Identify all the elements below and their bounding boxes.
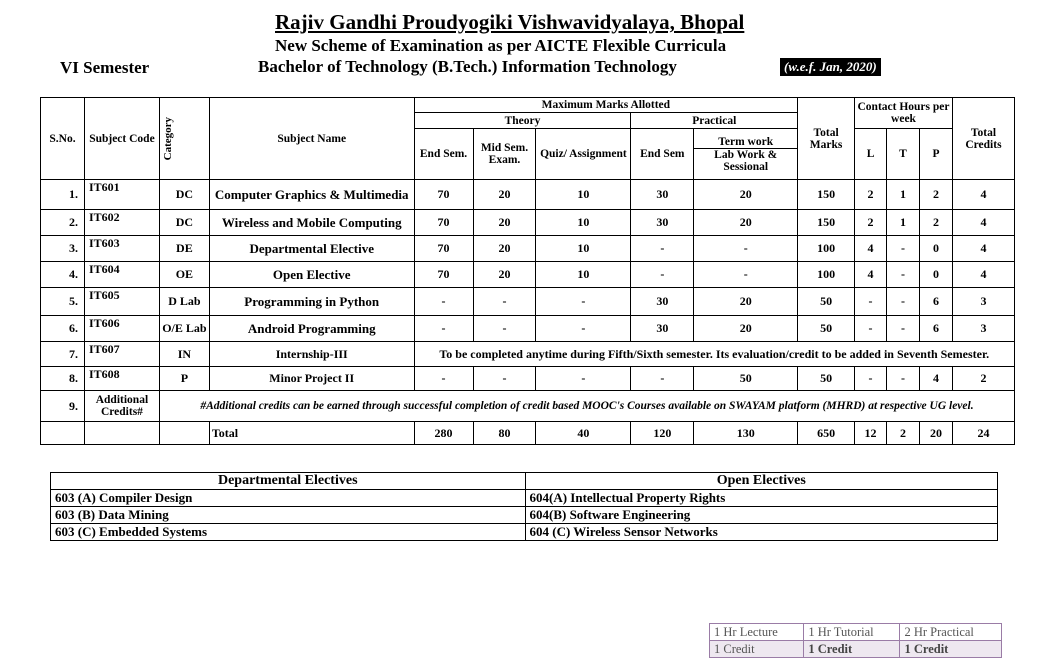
total-p: 20 xyxy=(919,422,952,445)
row-lab-work: 20 xyxy=(694,288,798,316)
open-electives-title: Open Electives xyxy=(525,473,998,490)
row-category: O/E Lab xyxy=(159,316,209,342)
row-code: IT608 xyxy=(84,367,159,391)
row-l: - xyxy=(855,316,887,342)
table-row xyxy=(41,288,1015,316)
row-end-sem: 70 xyxy=(414,210,473,236)
row-credits: 4 xyxy=(952,262,1014,288)
header-sno: S.No. xyxy=(41,98,85,180)
row-credits: 2 xyxy=(952,367,1014,391)
row-p: 0 xyxy=(919,262,952,288)
open-elective-item: 604(A) Intellectual Property Rights xyxy=(525,490,998,507)
row-quiz: - xyxy=(536,316,631,342)
row-code: IT602 xyxy=(84,210,159,236)
legend-credit-2: 1 Credit xyxy=(804,641,900,658)
open-elective-item: 604(B) Software Engineering xyxy=(525,507,998,524)
table-row xyxy=(41,262,1015,288)
total-row xyxy=(41,422,1015,445)
row-lab-work: 20 xyxy=(694,210,798,236)
row-quiz: 10 xyxy=(536,180,631,210)
row-sno: 8. xyxy=(41,367,85,391)
row-total-marks: 50 xyxy=(798,316,855,342)
row-l: 2 xyxy=(855,180,887,210)
row-category: D Lab xyxy=(159,288,209,316)
table-row xyxy=(41,180,1015,210)
row-code: IT604 xyxy=(84,262,159,288)
legend-credit-3: 1 Credit xyxy=(900,641,1002,658)
row-p-end-sem: 30 xyxy=(631,316,694,342)
row-mid-sem: 20 xyxy=(473,210,536,236)
header-term-work: Term work xyxy=(694,136,797,149)
university-title: Rajiv Gandhi Proudyogiki Vishwavidyalaya, Bhopal xyxy=(275,10,745,34)
total-l: 12 xyxy=(855,422,887,445)
row-end-sem: 70 xyxy=(414,180,473,210)
row-code: IT605 xyxy=(84,288,159,316)
row-p-end-sem: - xyxy=(631,236,694,262)
row-sno: 2. xyxy=(41,210,85,236)
row-total-marks: 150 xyxy=(798,210,855,236)
row-sno: 4. xyxy=(41,262,85,288)
row-credits: 4 xyxy=(952,180,1014,210)
row-code: IT601 xyxy=(84,180,159,210)
header-contact-hours: Contact Hours per week xyxy=(855,98,953,129)
header-p-end-sem: End Sem xyxy=(631,129,694,180)
row-sno: 6. xyxy=(41,316,85,342)
header-t: T xyxy=(887,129,920,180)
legend-lecture: 1 Hr Lecture xyxy=(710,624,804,641)
program-title: Bachelor of Technology (B.Tech.) Information Technology xyxy=(258,57,677,76)
row-end-sem: - xyxy=(414,316,473,342)
row-sno: 5. xyxy=(41,288,85,316)
total-lab-work: 130 xyxy=(694,422,798,445)
row-p: 6 xyxy=(919,288,952,316)
row-p-end-sem: 30 xyxy=(631,288,694,316)
header-quiz: Quiz/ Assignment xyxy=(536,129,631,180)
total-quiz: 40 xyxy=(536,422,631,445)
row-code: IT607 xyxy=(84,342,159,367)
header-total-credits: Total Credits xyxy=(952,98,1014,180)
row-t: - xyxy=(887,262,920,288)
row-p-end-sem: 30 xyxy=(631,180,694,210)
row-category: OE xyxy=(159,262,209,288)
open-elective-item: 604 (C) Wireless Sensor Networks xyxy=(525,524,998,541)
row-total-marks: 150 xyxy=(798,180,855,210)
row-t: 1 xyxy=(887,210,920,236)
row-p: 6 xyxy=(919,316,952,342)
table-row xyxy=(41,367,1015,391)
row-lab-work: 20 xyxy=(694,180,798,210)
mooc-note: #Additional credits can be earned through successful completion of credit based MOOC's Courses available on SWAYAM platform (MHRD) at respective UG level. xyxy=(159,391,1014,422)
row-p: 2 xyxy=(919,180,952,210)
row-p-end-sem: - xyxy=(631,262,694,288)
row-l: 4 xyxy=(855,262,887,288)
row-lab-work: 20 xyxy=(694,316,798,342)
row-end-sem: - xyxy=(414,288,473,316)
row-t: - xyxy=(887,288,920,316)
row-subject-name: Wireless and Mobile Computing xyxy=(209,210,414,236)
row-l: - xyxy=(855,367,887,391)
row-total-marks: 50 xyxy=(798,288,855,316)
header-max-marks: Maximum Marks Allotted xyxy=(414,98,798,113)
row-sno: 3. xyxy=(41,236,85,262)
row-code: IT606 xyxy=(84,316,159,342)
total-t: 2 xyxy=(887,422,920,445)
row-subject-name: Android Programming xyxy=(209,316,414,342)
header-total-marks: Total Marks xyxy=(798,98,855,180)
row-sno: 1. xyxy=(41,180,85,210)
total-end-sem: 280 xyxy=(414,422,473,445)
table-row xyxy=(41,342,1015,367)
row-subject-name: Programming in Python xyxy=(209,288,414,316)
row-subject-name: Open Elective xyxy=(209,262,414,288)
row-credits: 4 xyxy=(952,236,1014,262)
row-lab-work: 50 xyxy=(694,367,798,391)
row-category: DC xyxy=(159,180,209,210)
row-end-sem: - xyxy=(414,367,473,391)
total-marks: 650 xyxy=(798,422,855,445)
legend-practical: 2 Hr Practical xyxy=(900,624,1002,641)
dept-elective-item: 603 (C) Embedded Systems xyxy=(51,524,526,541)
row-total-marks: 100 xyxy=(798,236,855,262)
semester-label: VI Semester xyxy=(60,58,150,77)
row-category: IN xyxy=(159,342,209,367)
row-p: 2 xyxy=(919,210,952,236)
row-category: DC xyxy=(159,210,209,236)
row-quiz: 10 xyxy=(536,210,631,236)
row-mid-sem: 20 xyxy=(473,180,536,210)
header-name: Subject Name xyxy=(209,98,414,180)
row-category: DE xyxy=(159,236,209,262)
header-lab-work: Lab Work & Sessional xyxy=(714,148,778,173)
row-t: - xyxy=(887,367,920,391)
row-subject-name: Computer Graphics & Multimedia xyxy=(209,180,414,210)
header-mid-sem: Mid Sem. Exam. xyxy=(473,129,536,180)
header-p: P xyxy=(919,129,952,180)
row-subject-name: Departmental Elective xyxy=(209,236,414,262)
row-t: - xyxy=(887,316,920,342)
header-category: Category xyxy=(161,116,174,161)
row-l: 4 xyxy=(855,236,887,262)
row-quiz: - xyxy=(536,367,631,391)
row-subject-name: Minor Project II xyxy=(209,367,414,391)
row-code: Additional Credits# xyxy=(84,391,159,422)
row-quiz: 10 xyxy=(536,262,631,288)
table-row xyxy=(41,210,1015,236)
header-end-sem: End Sem. xyxy=(414,129,473,180)
header-l: L xyxy=(855,129,887,180)
row-sno: 7. xyxy=(41,342,85,367)
table-row xyxy=(41,391,1015,422)
header-theory: Theory xyxy=(414,113,631,129)
dept-elective-item: 603 (A) Compiler Design xyxy=(51,490,526,507)
row-l: - xyxy=(855,288,887,316)
row-p-end-sem: - xyxy=(631,367,694,391)
table-row xyxy=(41,236,1015,262)
row-lab-work: - xyxy=(694,262,798,288)
row-t: 1 xyxy=(887,180,920,210)
row-p: 0 xyxy=(919,236,952,262)
total-mid-sem: 80 xyxy=(473,422,536,445)
row-mid-sem: - xyxy=(473,288,536,316)
electives-table xyxy=(50,472,998,541)
row-mid-sem: - xyxy=(473,367,536,391)
total-credits: 24 xyxy=(952,422,1014,445)
row-mid-sem: 20 xyxy=(473,236,536,262)
row-end-sem: 70 xyxy=(414,262,473,288)
row-t: - xyxy=(887,236,920,262)
row-total-marks: 50 xyxy=(798,367,855,391)
row-credits: 3 xyxy=(952,316,1014,342)
scheme-table xyxy=(40,97,1015,445)
header-practical: Practical xyxy=(631,113,798,129)
total-label: Total xyxy=(209,422,414,445)
total-p-end-sem: 120 xyxy=(631,422,694,445)
scheme-title: New Scheme of Examination as per AICTE Flexible Curricula xyxy=(275,36,727,55)
row-end-sem: 70 xyxy=(414,236,473,262)
row-subject-name: Internship-III xyxy=(209,342,414,367)
row-p-end-sem: 30 xyxy=(631,210,694,236)
header-code: Subject Code xyxy=(84,98,159,180)
legend-tutorial: 1 Hr Tutorial xyxy=(804,624,900,641)
row-quiz: - xyxy=(536,288,631,316)
row-quiz: 10 xyxy=(536,236,631,262)
table-row xyxy=(41,316,1015,342)
row-sno: 9. xyxy=(41,391,85,422)
row-mid-sem: 20 xyxy=(473,262,536,288)
internship-note: To be completed anytime during Fifth/Sixth semester. Its evaluation/credit to be added in Seventh Semester. xyxy=(414,342,1014,367)
row-total-marks: 100 xyxy=(798,262,855,288)
dept-elective-item: 603 (B) Data Mining xyxy=(51,507,526,524)
row-mid-sem: - xyxy=(473,316,536,342)
row-lab-work: - xyxy=(694,236,798,262)
credit-legend xyxy=(709,623,1002,658)
row-category: P xyxy=(159,367,209,391)
row-code: IT603 xyxy=(84,236,159,262)
wef-badge: (w.e.f. Jan, 2020) xyxy=(780,58,881,76)
dept-electives-title: Departmental Electives xyxy=(51,473,526,490)
row-credits: 3 xyxy=(952,288,1014,316)
row-credits: 4 xyxy=(952,210,1014,236)
legend-credit-1: 1 Credit xyxy=(710,641,804,658)
row-l: 2 xyxy=(855,210,887,236)
row-p: 4 xyxy=(919,367,952,391)
